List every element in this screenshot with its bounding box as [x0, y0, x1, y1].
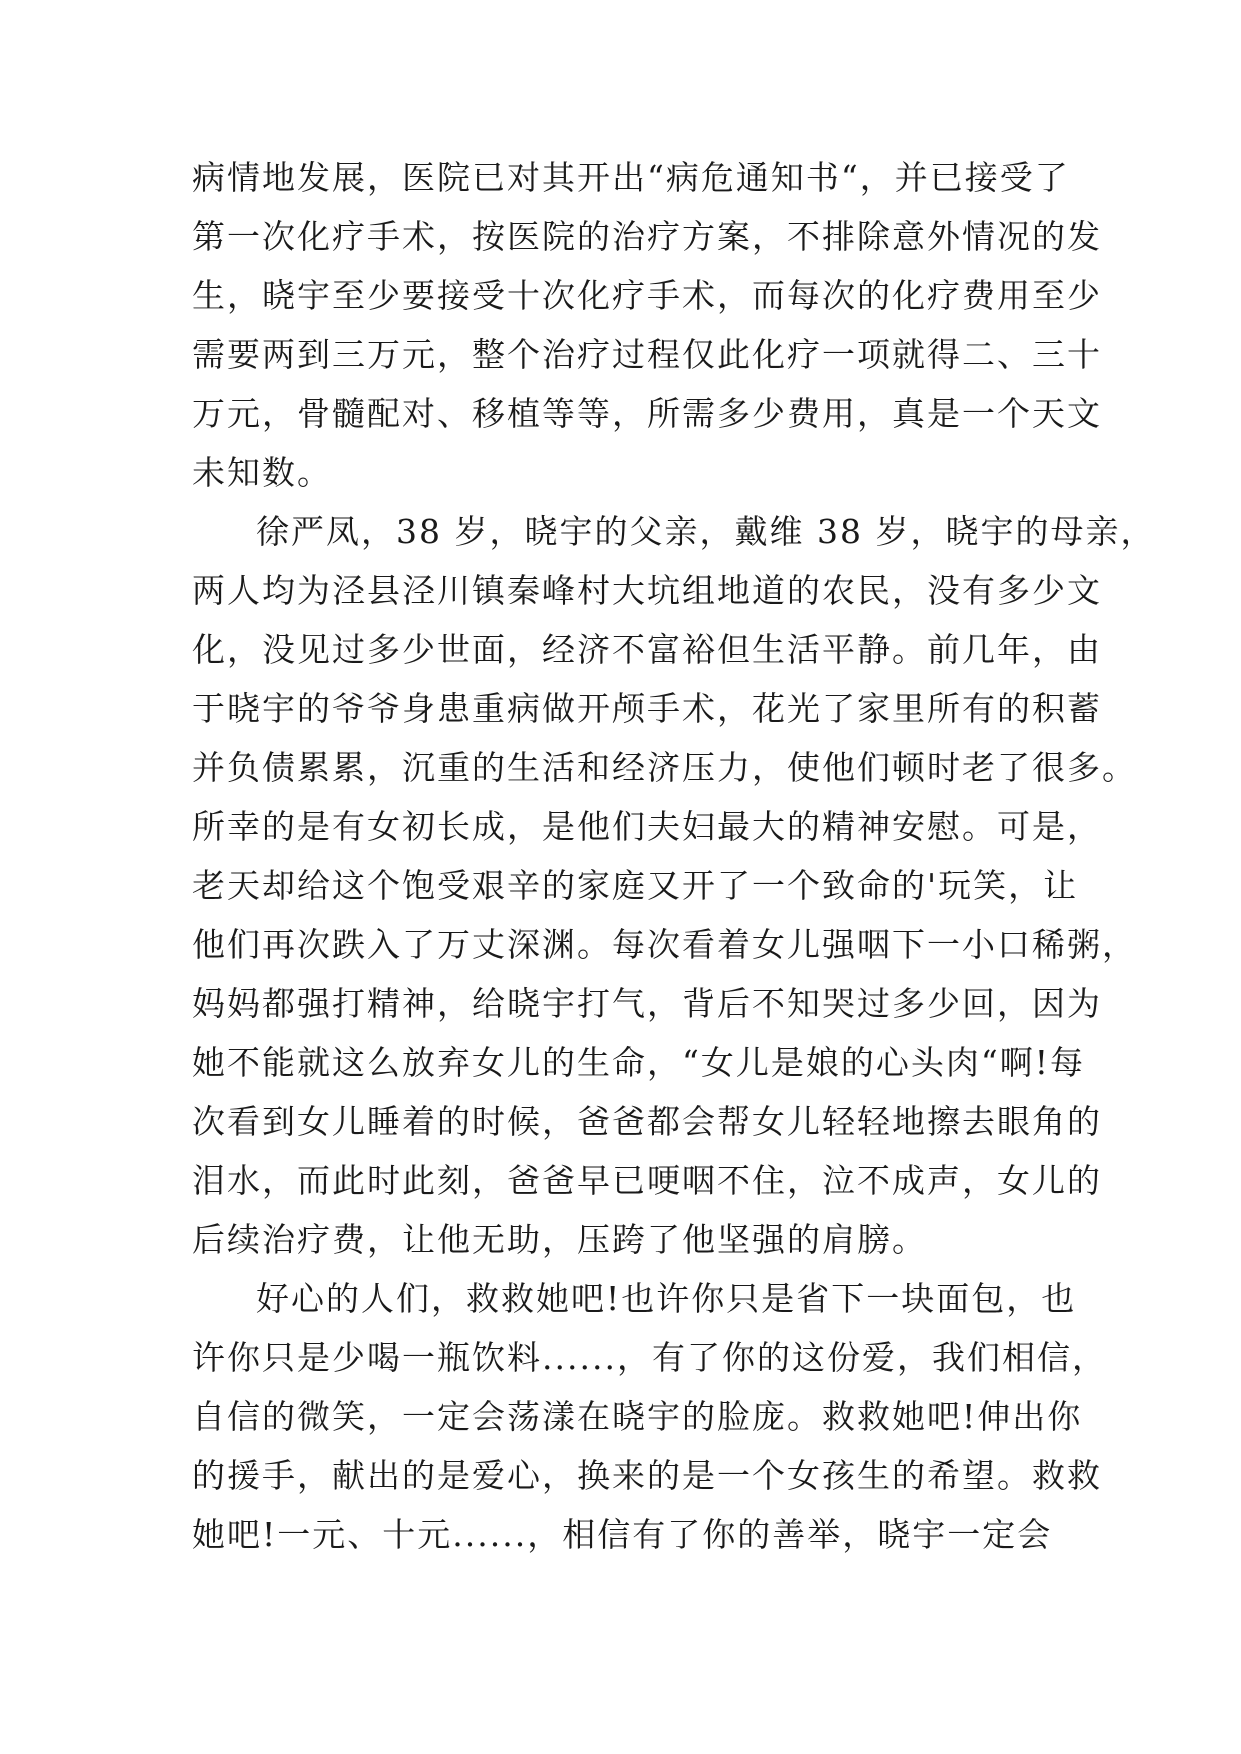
- text-line: 需要两到三万元，整个治疗过程仅此化疗一项就得二、三十: [192, 335, 1102, 374]
- text-line: 第一次化疗手术，按医院的治疗方案，不排除意外情况的发: [192, 217, 1102, 256]
- text-line: 他们再次跌入了万丈深渊。每次看着女儿强咽下一小口稀粥，: [192, 925, 1137, 964]
- text-line: 许你只是少喝一瓶饮料......，有了你的这份爱，我们相信，: [192, 1338, 1107, 1377]
- text-line: 所幸的是有女初长成，是他们夫妇最大的精神安慰。可是，: [192, 807, 1102, 846]
- paragraph-first-line: 徐严凤，38 岁，晓宇的父亲，戴维 38 岁，晓宇的母亲，: [256, 512, 1156, 551]
- text-line: 并负债累累，沉重的生活和经济压力，使他们顿时老了很多。: [192, 748, 1137, 787]
- text-line: 次看到女儿睡着的时候，爸爸都会帮女儿轻轻地擦去眼角的: [192, 1102, 1102, 1141]
- text-line: 泪水，而此时此刻，爸爸早已哽咽不住，泣不成声，女儿的: [192, 1161, 1102, 1200]
- text-line: 万元，骨髓配对、移植等等，所需多少费用，真是一个天文: [192, 394, 1102, 433]
- text-line: 她不能就这么放弃女儿的生命，“女儿是娘的心头肉“啊!每: [192, 1043, 1086, 1082]
- text-line: 病情地发展，医院已对其开出“病危通知书“，并已接受了: [192, 158, 1070, 197]
- text-line: 于晓宇的爷爷身患重病做开颅手术，花光了家里所有的积蓄: [192, 689, 1102, 728]
- paragraph-first-line: 好心的人们，救救她吧!也许你只是省下一块面包，也: [256, 1279, 1077, 1318]
- text-line: 后续治疗费，让他无助，压跨了他坚强的肩膀。: [192, 1220, 927, 1259]
- text-line: 她吧!一元、十元......，相信有了你的善举，晓宇一定会: [192, 1515, 1053, 1554]
- text-line: 化，没见过多少世面，经济不富裕但生活平静。前几年，由: [192, 630, 1102, 669]
- text-line: 的援手，献出的是爱心，换来的是一个女孩生的希望。救救: [192, 1456, 1102, 1495]
- text-line: 生，晓宇至少要接受十次化疗手术，而每次的化疗费用至少: [192, 276, 1102, 315]
- text-line: 妈妈都强打精神，给晓宇打气，背后不知哭过多少回，因为: [192, 984, 1102, 1023]
- text-line: 未知数。: [192, 453, 332, 492]
- text-line: 两人均为泾县泾川镇秦峰村大坑组地道的农民，没有多少文: [192, 571, 1102, 610]
- text-line: 自信的微笑，一定会荡漾在晓宇的脸庞。救救她吧!伸出你: [192, 1397, 1083, 1436]
- text-line: 老天却给这个饱受艰辛的家庭又开了一个致命的'玩笑，让: [192, 866, 1079, 905]
